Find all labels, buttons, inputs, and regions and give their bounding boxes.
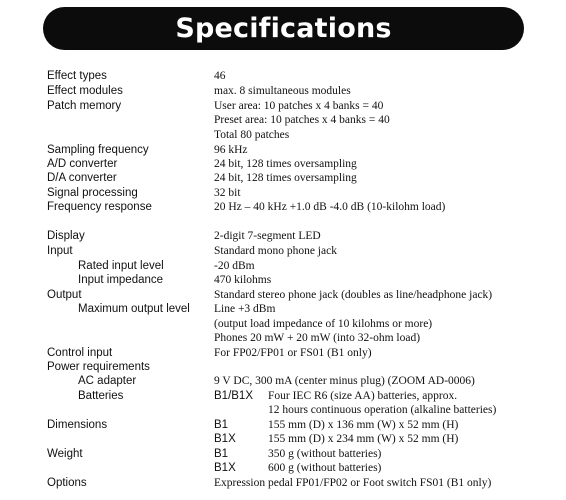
value-max-output-phones: Phones 20 mW + 20 mW (into 32-ohm load) — [214, 332, 421, 344]
value-ac-adapter: 9 V DC, 300 mA (center minus plug) (ZOOM AD-0006) — [214, 375, 475, 387]
specifications-title-banner — [43, 7, 524, 50]
value-control-input: For FP02/FP01 or FS01 (B1 only) — [214, 347, 372, 359]
model-dimensions-b1: B1 — [214, 419, 229, 431]
label-patch-memory: Patch memory — [47, 100, 122, 112]
value-options: Expression pedal FP01/FP02 or Foot switch FS01 (B1 only) — [214, 477, 492, 489]
label-rated-input-level: Rated input level — [78, 260, 164, 272]
value-rated-input-level: -20 dBm — [214, 260, 255, 272]
label-signal-processing: Signal processing — [47, 187, 138, 199]
value-frequency-response: 20 Hz – 40 kHz +1.0 dB -4.0 dB (10-kilohm load) — [214, 201, 446, 213]
label-maximum-output-level: Maximum output level — [78, 303, 190, 315]
label-frequency-response: Frequency response — [47, 201, 152, 213]
model-weight-b1: B1 — [214, 448, 229, 460]
value-input: Standard mono phone jack — [214, 245, 337, 257]
value-output: Standard stereo phone jack (doubles as line/headphone jack) — [214, 289, 493, 301]
value-patch-total: Total 80 patches — [214, 129, 290, 141]
model-dimensions-b1x: B1X — [214, 433, 236, 445]
value-da-converter: 24 bit, 128 times oversampling — [214, 172, 357, 184]
value-display: 2-digit 7-segment LED — [214, 230, 321, 242]
label-control-input: Control input — [47, 347, 113, 359]
value-effect-modules: max. 8 simultaneous modules — [214, 85, 351, 97]
model-weight-b1x: B1X — [214, 462, 236, 474]
value-sampling-frequency: 96 kHz — [214, 144, 248, 156]
label-dimensions: Dimensions — [47, 419, 108, 431]
label-output: Output — [47, 289, 82, 301]
value-max-output-line: Line +3 dBm — [214, 303, 276, 315]
label-da-converter: D/A converter — [47, 172, 117, 184]
value-batteries-line2: 12 hours continuous operation (alkaline batteries) — [268, 404, 497, 416]
label-effect-types: Effect types — [47, 70, 107, 82]
label-batteries: Batteries — [78, 390, 124, 402]
label-input: Input — [47, 245, 73, 257]
label-display: Display — [47, 230, 85, 242]
label-weight: Weight — [47, 448, 83, 460]
value-ad-converter: 24 bit, 128 times oversampling — [214, 158, 357, 170]
label-ad-converter: A/D converter — [47, 158, 118, 170]
value-input-impedance: 470 kilohms — [214, 274, 272, 286]
label-ac-adapter: AC adapter — [78, 375, 137, 387]
value-max-output-load-note: (output load impedance of 10 kilohms or more) — [214, 318, 433, 330]
value-effect-types: 46 — [214, 70, 226, 82]
value-weight-b1: 350 g (without batteries) — [268, 448, 382, 460]
value-dimensions-b1: 155 mm (D) x 136 mm (W) x 52 mm (H) — [268, 419, 459, 431]
label-sampling-frequency: Sampling frequency — [47, 144, 149, 156]
value-dimensions-b1x: 155 mm (D) x 234 mm (W) x 52 mm (H) — [268, 433, 459, 445]
label-options: Options — [47, 477, 87, 489]
label-power-requirements: Power requirements — [47, 361, 150, 373]
value-weight-b1x: 600 g (without batteries) — [268, 462, 382, 474]
value-patch-preset-area: Preset area: 10 patches x 4 banks = 40 — [214, 114, 390, 126]
model-batteries: B1/B1X — [214, 390, 253, 402]
page-title: Specifications — [175, 13, 392, 44]
value-patch-user-area: User area: 10 patches x 4 banks = 40 — [214, 100, 384, 112]
value-signal-processing: 32 bit — [214, 187, 241, 199]
label-input-impedance: Input impedance — [78, 274, 164, 286]
value-batteries-line1: Four IEC R6 (size AA) batteries, approx. — [268, 390, 458, 402]
label-effect-modules: Effect modules — [47, 85, 123, 97]
